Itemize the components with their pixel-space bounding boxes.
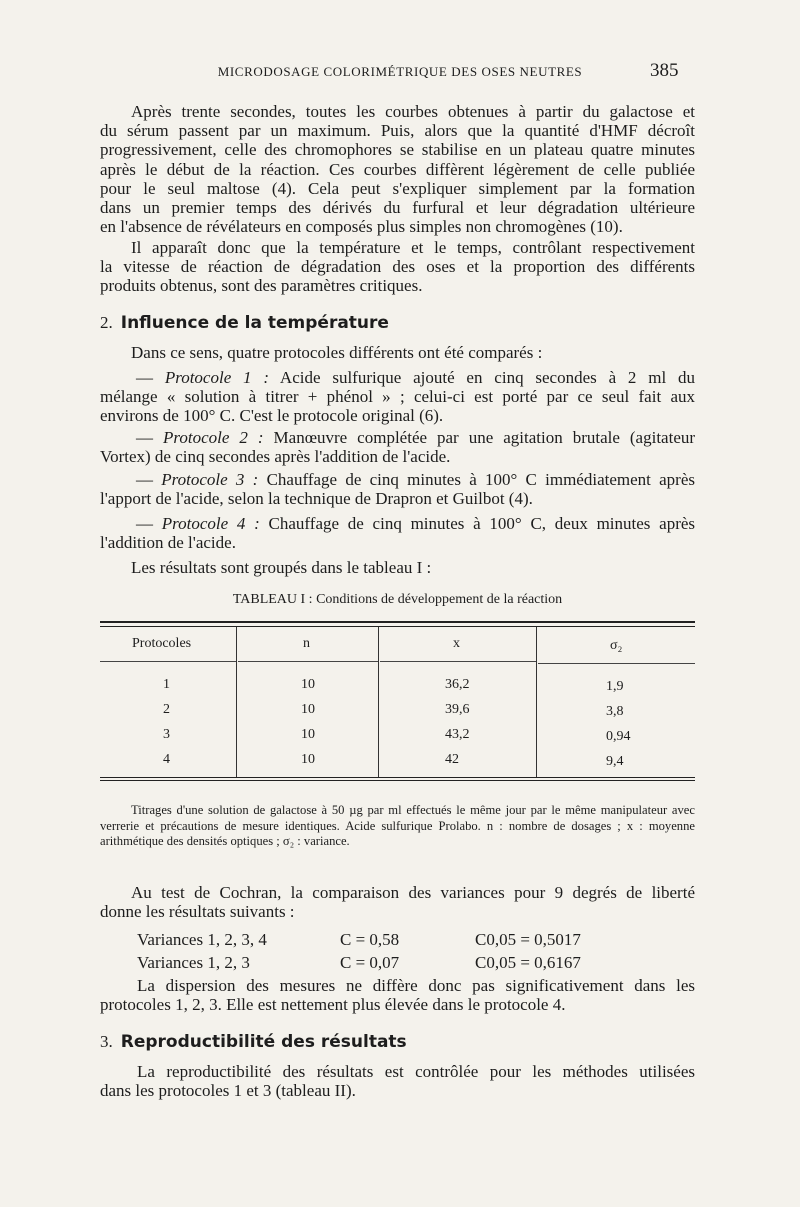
paragraph-conclusion <box>100 238 695 296</box>
header-rule <box>100 661 236 662</box>
table-cell: 2 <box>163 702 170 717</box>
column-header: σ₂ <box>610 638 623 653</box>
table-cell: 43,2 <box>445 727 470 742</box>
em-dash: — <box>136 368 153 387</box>
em-dash: — <box>136 514 153 533</box>
column-header: Protocoles <box>132 636 192 651</box>
text-line <box>100 368 695 387</box>
variance-c: C = 0,07 <box>340 953 400 972</box>
table-column-divider <box>236 627 237 777</box>
table-cell: 9,4 <box>606 754 624 769</box>
running-head: MICRODOSAGE COLORIMÉTRIQUE DES OSES NEUTRES <box>217 64 583 79</box>
em-dash: — <box>136 428 153 447</box>
table-top-rule-thin <box>100 626 695 627</box>
paragraph-dispersion <box>100 976 695 1014</box>
table-column-divider <box>378 627 379 777</box>
table-cell: 42 <box>445 752 459 767</box>
table-cell: 10 <box>301 677 315 692</box>
header-rule <box>380 661 536 662</box>
protocol-text: Chauffage de cinq minutes à 100° C, deux minutes après <box>268 514 696 533</box>
text-line: protocoles 1, 2, 3. Elle est nettement plus élevée dans le protocole 4. <box>100 995 566 1015</box>
text-line: donne les résultats suivants : <box>100 902 295 922</box>
em-dash: — <box>136 470 153 489</box>
text-line: la vitesse de réaction de dégradation des oses et la proportion des différents <box>100 257 695 277</box>
section-title: Reproductibilité des résultats <box>120 1032 407 1052</box>
text-line: Dans ce sens, quatre protocoles différents ont été comparés : <box>131 343 543 362</box>
text-line: du sérum passent par un maximum. Puis, alors que la quantité d'HMF décroît <box>100 121 695 141</box>
text-line: Vortex) de cinq secondes après l'addition de l'acide. <box>100 447 451 467</box>
text-line: produits obtenus, sont des paramètres critiques. <box>100 276 423 296</box>
text-line: pour le seul maltose (4). Cela peut s'expliquer simplement par la formation <box>100 178 695 198</box>
variance-label: Variances 1, 2, 3, 4 <box>137 930 267 949</box>
table-column-divider <box>536 627 537 777</box>
text-line: dans les protocoles 1 et 3 (tableau II). <box>100 1081 356 1101</box>
table-cell: 10 <box>301 702 315 717</box>
paragraph-reproducibility <box>100 1062 695 1100</box>
table-cell: 39,6 <box>445 702 470 717</box>
table-cell: 3,8 <box>606 704 624 719</box>
paragraph-protocols-intro <box>100 343 695 362</box>
section-number: 2. <box>100 313 113 332</box>
text-line <box>100 514 695 533</box>
paragraph-results-intro <box>100 558 695 577</box>
table-cell: 10 <box>301 727 315 742</box>
protocol-2 <box>100 428 695 466</box>
protocol-label: Protocole 1 : <box>164 368 270 387</box>
protocol-1 <box>100 368 695 426</box>
variance-c: C = 0,58 <box>340 930 400 949</box>
column-header: x <box>453 636 460 651</box>
page-number: 385 <box>650 60 679 81</box>
section-number: 3. <box>100 1032 113 1051</box>
text-line: Au test de Cochran, la comparaison des variances pour 9 degrés de liberté <box>131 883 695 902</box>
column-header: n <box>303 636 310 651</box>
table-bottom-rule-thin <box>100 780 695 781</box>
protocol-text: Manœuvre complétée par une agitation brutale (agitateur <box>273 428 696 447</box>
paragraph-intro <box>100 102 695 236</box>
table-cell: 1,9 <box>606 679 624 694</box>
variance-c005: C0,05 = 0,5017 <box>475 930 581 949</box>
text-line: Après trente secondes, toutes les courbes obtenues à partir du galactose et <box>131 102 695 121</box>
section-heading-2 <box>100 313 389 333</box>
protocol-3 <box>100 470 695 508</box>
text-line: La dispersion des mesures ne diffère donc pas significativement dans les <box>137 976 695 995</box>
table-cell: 36,2 <box>445 677 470 692</box>
protocol-label: Protocole 4 : <box>161 514 260 533</box>
protocol-text: Acide sulfurique ajouté en cinq secondes à 2 ml du <box>279 368 696 387</box>
protocol-label: Protocole 3 : <box>161 470 259 489</box>
table-cell: 4 <box>163 752 170 767</box>
variance-c005: C0,05 = 0,6167 <box>475 953 581 972</box>
header-rule <box>538 663 695 664</box>
header-rule <box>238 661 378 662</box>
table-cell: 1 <box>163 677 170 692</box>
protocol-text: Chauffage de cinq minutes à 100° C immédiatement après <box>266 470 695 489</box>
table-top-rule <box>100 621 695 623</box>
section-title: Influence de la température <box>120 313 389 333</box>
text-line <box>100 470 695 489</box>
text-line: dans un premier temps des dérivés du furfural et leur dégradation ultérieure <box>100 198 695 218</box>
table-caption: TABLEAU I : Conditions de développement de la réaction <box>232 592 563 607</box>
text-line: La reproductibilité des résultats est contrôlée pour les méthodes utilisées <box>137 1062 695 1081</box>
protocol-4 <box>100 514 695 552</box>
text-line: Les résultats sont groupés dans le tableau I : <box>131 558 432 577</box>
text-line <box>100 428 695 447</box>
text-line: environs de 100° C. C'est le protocole original (6). <box>100 406 444 426</box>
table-cell: 10 <box>301 752 315 767</box>
section-heading-3 <box>100 1032 407 1052</box>
table-cell: 0,94 <box>606 729 631 744</box>
text-line: Il apparaît donc que la température et le temps, contrôlant respectivement <box>131 238 695 257</box>
text-line: mélange « solution à titrer + phénol » ; celui-ci est porté par ce seul fait aux <box>100 387 695 407</box>
protocol-label: Protocole 2 : <box>163 428 264 447</box>
text-line: l'addition de l'acide. <box>100 533 236 553</box>
text-line: l'apport de l'acide, selon la technique de Drapron et Guilbot (4). <box>100 489 533 509</box>
paragraph-cochran <box>100 883 695 921</box>
table-cell: 3 <box>163 727 170 742</box>
table-bottom-rule <box>100 777 695 778</box>
table-footnote: Titrages d'une solution de galactose à 50 µg par ml effectués le même jour par le même manipulateur avec verrerie et précautions de mesure identiques. Acide sulfurique Prolabo. n : nombre de dosages ; x : moyenne arithmétique des densités optiques ; σ₂ : variance. <box>100 803 695 849</box>
text-line: après le début de la réaction. Ces courbes diffèrent légèrement de celle publiée <box>100 159 695 179</box>
text-line: en l'absence de révélateurs en composés plus simples non chromogènes (10). <box>100 217 623 237</box>
variance-label: Variances 1, 2, 3 <box>137 953 250 972</box>
text-line: progressivement, celle des chromophores se stabilise en un plateau quatre minutes <box>100 140 695 160</box>
